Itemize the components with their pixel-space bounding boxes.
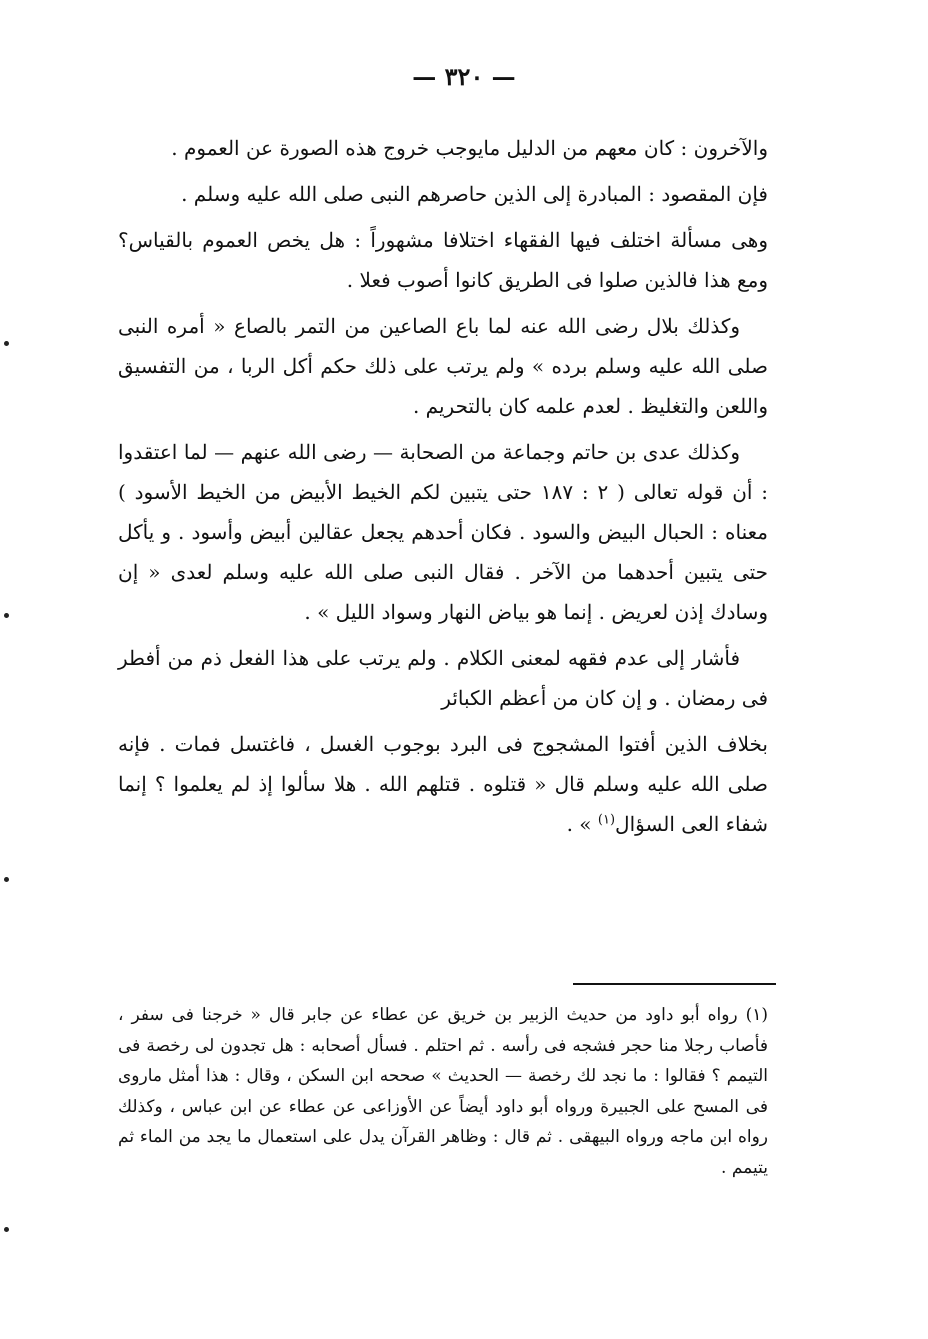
paragraph-4: وكذلك بلال رضى الله عنه لما باع الصاعين من التمر بالصاع « أمره النبى صلى الله عليه وسلم برده » ولم يرتب على ذلك حكم أكل الربا ، من التفسيق واللعن والتغليظ . لعدم علمه كان بالتحريم .	[118, 314, 768, 418]
margin-dot	[4, 1227, 9, 1232]
margin-dot	[4, 877, 9, 882]
paragraph-6: فأشار إلى عدم فقهه لمعنى الكلام . ولم يرتب على هذا الفعل ذم من أفطر فى رمضان . و إن كان من أعظم الكبائر	[118, 646, 768, 710]
page-number: — ٣٢٠ —	[412, 62, 516, 91]
paragraph-5: وكذلك عدى بن حاتم وجماعة من الصحابة — رضى الله عنهم — لما اعتقدوا : أن قوله تعالى ( ٢ : ١٨٧ حتى يتبين لكم الخيط الأبيض من الخيط الأسود ) معناه : الحبال البيض والسود . فكان أحدهم يجعل عقالين أبيض وأسود . و يأكل حتى يتبين أحدهما من الآخر . فقال النبى صلى الله عليه وسلم لعدى « إن وسادك إذن لعريض . إنما هو بياض النهار وسواد الليل » .	[118, 440, 769, 624]
paragraph-7	[118, 724, 768, 844]
footnote-divider	[573, 983, 776, 985]
margin-dot	[4, 613, 9, 618]
margin-dot	[4, 341, 9, 346]
footnote	[118, 1000, 768, 1183]
paragraph-3: وهى مسألة اختلف فيها الفقهاء اختلافا مشهوراً : هل يخص العموم بالقياس؟ ومع هذا فالذين صلوا فى الطريق كانوا أصوب فعلا .	[118, 228, 768, 292]
footnote-text: (١) رواه أبو داود من حديث الزبير بن خريق عن عطاء عن جابر قال « خرجنا فى سفر ، فأصاب رجلا منا حجر فشجه فى رأسه . ثم احتلم . فسأل أصحابه : هل تجدون لى رخصة فى التيمم ؟ فقالوا : ما نجد لك رخصة — الحديث » صححه ابن السكن ، وقال : هذا أمثل ماروى فى المسح على الجبيرة ورواه أبو داود أيضاً عن الأوزاعى عن عطاء عن ابن عباس ، وكذلك رواه ابن ماجه ورواه البيهقى . ثم قال : وظاهر القرآن يدل على استعمال ما يجد من الماء ثم يتيمم .	[118, 1005, 768, 1178]
paragraph-2: فإن المقصود : المبادرة إلى الذين حاصرهم النبى صلى الله عليه وسلم .	[181, 182, 768, 206]
footnote-reference[interactable]: (١)	[597, 812, 616, 828]
paragraph-7-tail: » .	[566, 812, 598, 836]
paragraph-1: والآخرون : كان معهم من الدليل مايوجب خروج هذه الصورة عن العموم .	[171, 136, 768, 160]
main-text	[118, 128, 768, 850]
paragraph-7-text: بخلاف الذين أفتوا المشجوج فى البرد بوجوب الغسل ، فاغتسل فمات . فإنه صلى الله عليه وسلم قال « قتلوه . قتلهم الله . هلا سألوا إذ لم يعلموا ؟ إنما شفاء العى السؤال	[118, 732, 768, 836]
